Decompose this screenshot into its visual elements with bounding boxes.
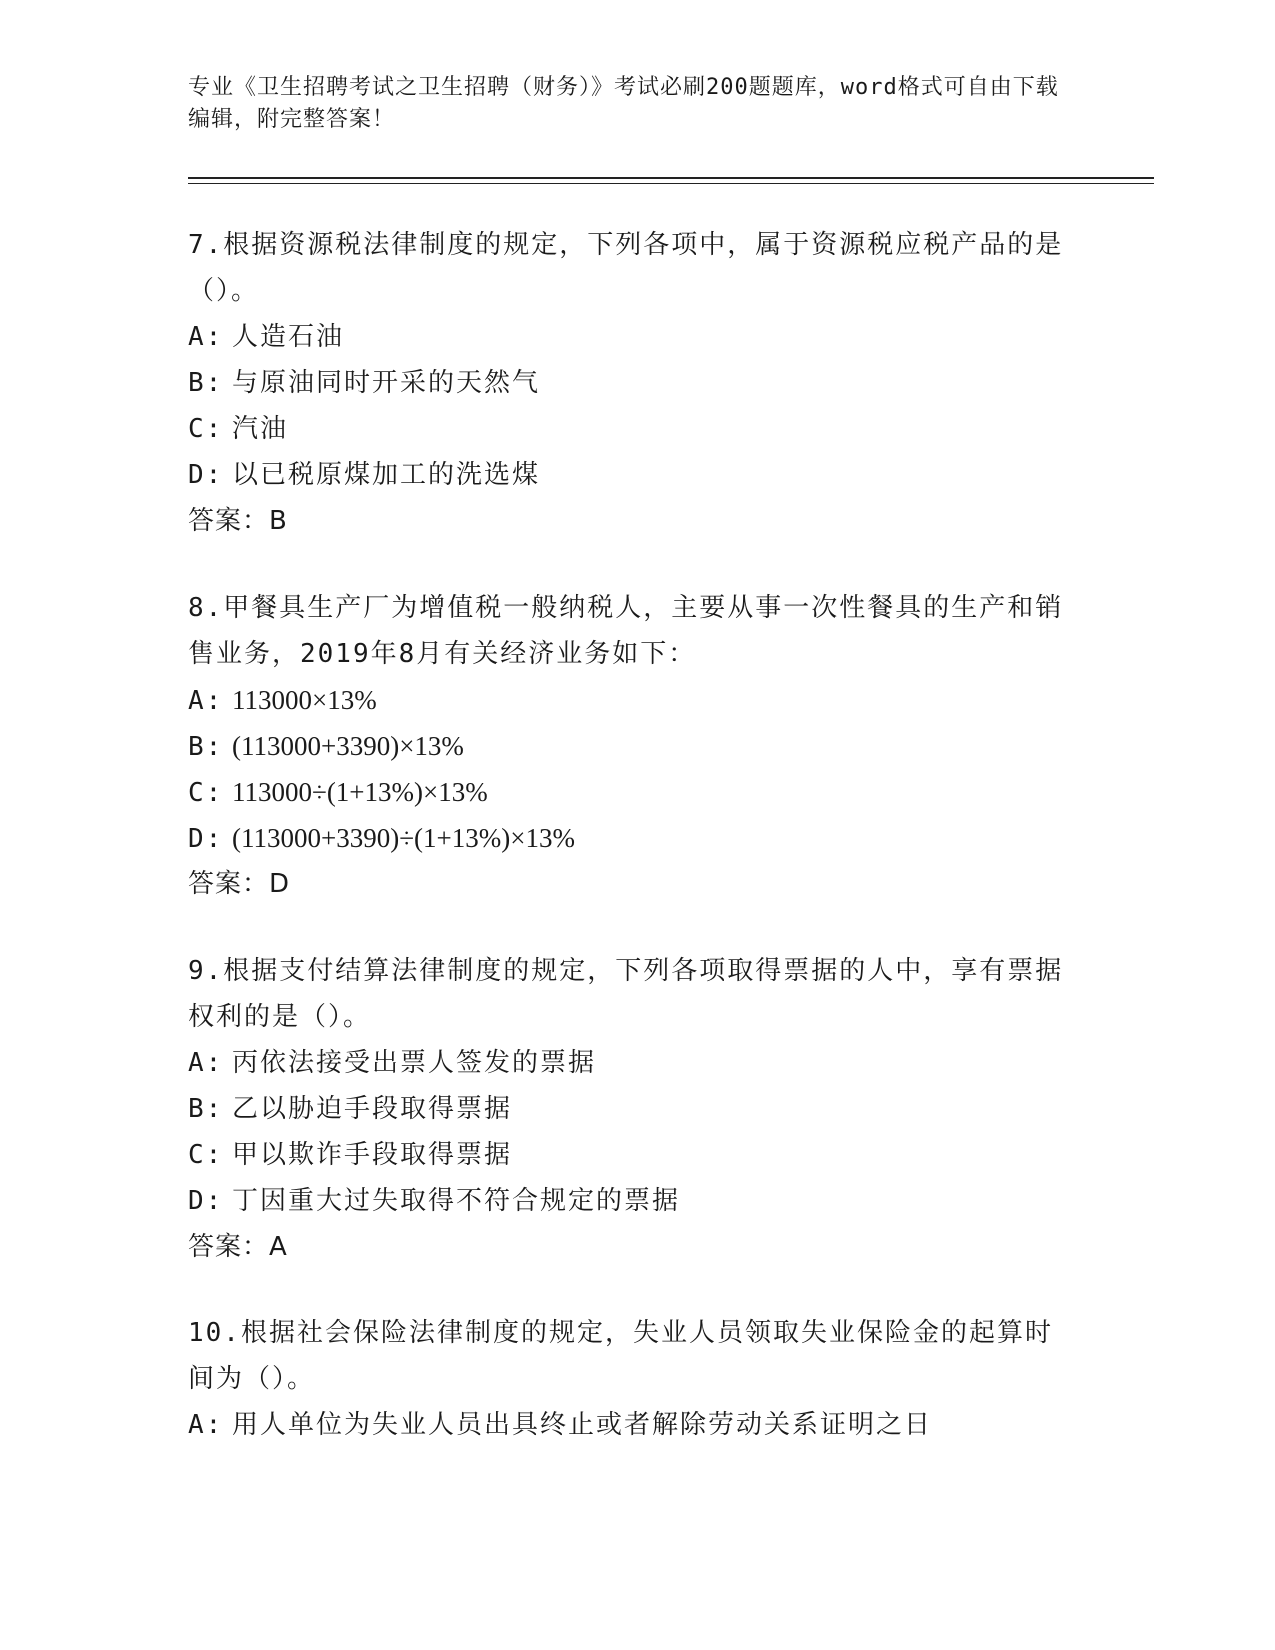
option-a bbox=[188, 1402, 1078, 1448]
option-text: 人造石油 bbox=[232, 322, 345, 352]
option-text: 乙以胁迫手段取得票据 bbox=[232, 1094, 513, 1124]
document-header bbox=[188, 72, 1068, 136]
option-key: C: bbox=[188, 778, 224, 808]
option-key: D: bbox=[188, 1186, 224, 1216]
option-key: D: bbox=[188, 824, 224, 854]
option-text: 甲以欺诈手段取得票据 bbox=[232, 1140, 513, 1170]
option-text: 用人单位为失业人员出具终止或者解除劳动关系证明之日 bbox=[232, 1410, 933, 1440]
question-stem: 8.甲餐具生产厂为增值税一般纳税人，主要从事一次性餐具的生产和销售业务，2019年8月有关经济业务如下： bbox=[188, 593, 1064, 669]
option-key: B: bbox=[188, 1094, 224, 1124]
option-key: A: bbox=[188, 322, 224, 352]
header-intro-text: 专业《卫生招聘考试之卫生招聘（财务）》考试必刷200题题库，word格式可自由下载编辑，附完整答案！ bbox=[188, 75, 1059, 132]
question-9 bbox=[188, 948, 1078, 1270]
option-key: B: bbox=[188, 732, 224, 762]
question-8 bbox=[188, 585, 1078, 907]
option-key: C: bbox=[188, 414, 224, 444]
option-b bbox=[188, 723, 1078, 769]
option-a bbox=[188, 1040, 1078, 1086]
option-d bbox=[188, 815, 1078, 861]
option-text: 丁因重大过失取得不符合规定的票据 bbox=[232, 1186, 681, 1216]
option-text: (113000+3390)÷(1+13%)×13% bbox=[232, 823, 575, 853]
option-text: 汽油 bbox=[232, 414, 289, 444]
option-a bbox=[188, 677, 1078, 723]
question-stem: 7.根据资源税法律制度的规定，下列各项中，属于资源税应税产品的是（）。 bbox=[188, 230, 1064, 306]
answer-line: 答案：D bbox=[188, 869, 291, 899]
answer-line: 答案：A bbox=[188, 1232, 288, 1262]
option-key: D: bbox=[188, 460, 224, 490]
option-d bbox=[188, 1178, 1078, 1224]
question-stem: 9.根据支付结算法律制度的规定，下列各项取得票据的人中，享有票据权利的是（）。 bbox=[188, 956, 1064, 1032]
option-key: C: bbox=[188, 1140, 224, 1170]
question-10 bbox=[188, 1310, 1078, 1448]
header-divider-thin bbox=[188, 183, 1154, 184]
option-a bbox=[188, 314, 1078, 360]
option-text: 113000÷(1+13%)×13% bbox=[232, 777, 488, 807]
option-text: (113000+3390)×13% bbox=[232, 731, 464, 761]
option-text: 丙依法接受出票人签发的票据 bbox=[232, 1048, 597, 1078]
answer-line: 答案：B bbox=[188, 506, 288, 536]
option-b bbox=[188, 360, 1078, 406]
option-key: A: bbox=[188, 686, 224, 716]
option-c bbox=[188, 1132, 1078, 1178]
option-key: B: bbox=[188, 368, 224, 398]
option-text: 113000×13% bbox=[232, 685, 377, 715]
question-7 bbox=[188, 222, 1078, 544]
option-text: 与原油同时开采的天然气 bbox=[232, 368, 541, 398]
option-key: A: bbox=[188, 1410, 224, 1440]
option-c bbox=[188, 406, 1078, 452]
option-d bbox=[188, 452, 1078, 498]
option-text: 以已税原煤加工的洗选煤 bbox=[232, 460, 541, 490]
option-b bbox=[188, 1086, 1078, 1132]
option-key: A: bbox=[188, 1048, 224, 1078]
option-c bbox=[188, 769, 1078, 815]
question-stem: 10.根据社会保险法律制度的规定，失业人员领取失业保险金的起算时间为（）。 bbox=[188, 1318, 1053, 1394]
header-divider-thick bbox=[188, 177, 1154, 179]
